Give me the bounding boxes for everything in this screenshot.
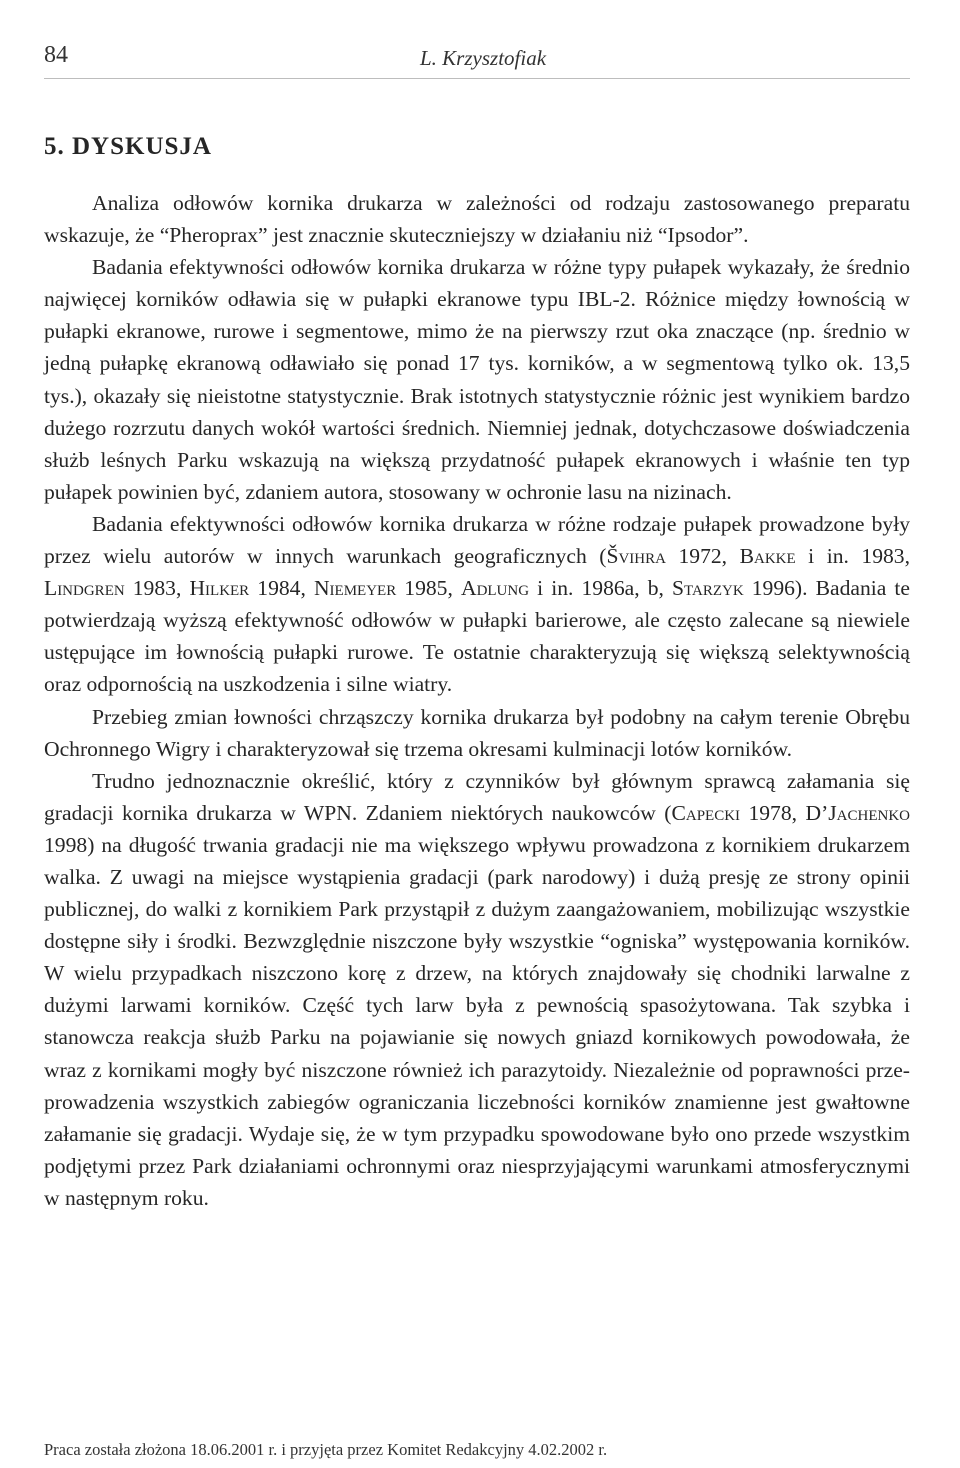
paragraph bbox=[44, 701, 910, 765]
paragraph-text: i in. 1986a, b, bbox=[529, 576, 673, 601]
paragraph-text: 1985, bbox=[396, 576, 461, 601]
paragraph-text: 1983, bbox=[124, 576, 190, 601]
paragraph bbox=[44, 187, 910, 251]
section-heading: 5. DYSKUSJA bbox=[44, 133, 212, 160]
paragraph-text: Badania efektywności odłowów kornika drukarza w różne typy pułapek wykazały, że średnio najwięcej korników odławia się w pułapki ekranowe typu IBL-2. Różnice między łownością w pułapki ekranowe, rurowe i segmentowe, mimo że na pierwszy rzut oka znaczące (np. średnio w jedną pułapkę ekranową odławiało się ponad 17 tys. korników, a w segmentową tylko ok. 13,5 tys.), okazały się nieistotne statystycznie. Brak istotnych statystycznie różnic jest wynikiem bardzo dużego rozrzutu danych wokół wartości średnich. Niemniej jednak, dotychczasowe doświadczenia służb leśnych Parku wskazują na większą przydatność pułapek ekranowych i właśnie ten typ pułapek powinien być, zdaniem autora, stosowany w ochronie lasu na nizinach. bbox=[44, 255, 910, 504]
paragraph bbox=[44, 508, 910, 701]
paragraph-text: i in. 1983, bbox=[795, 544, 910, 569]
paragraph-text: 1972, bbox=[665, 544, 740, 569]
paragraph-text: Analiza odłowów kornika drukarza w zależności od rodzaju zastosowanego preparatu wskazuje, że “Pheroprax” jest znacznie skuteczniejszy w działaniu niż “Ipsodor”. bbox=[44, 191, 910, 248]
cited-author: Švihra bbox=[606, 544, 666, 569]
paragraph-text: Przebieg zmian łowności chrząszczy kornika drukarza był podobny na całym terenie Obrębu Ochronnego Wigry i charakteryzował się trzema okresami kulminacji lotów korników. bbox=[44, 704, 910, 761]
cited-author: Niemeyer bbox=[313, 576, 397, 601]
paragraph-text: Trudno jednoznacznie określić, który z czynników był głównym sprawcą załamania się gradacji kornika drukarza w WPN. Zdaniem niektórych naukowców ( bbox=[44, 768, 910, 825]
cited-author: D’Jachenko bbox=[805, 800, 910, 825]
cited-author: Capecki bbox=[671, 800, 741, 825]
paragraph-text: 1984, bbox=[249, 576, 314, 601]
paragraph bbox=[44, 765, 910, 1214]
paragraph-text: 1978, bbox=[740, 800, 806, 825]
cited-author: Adlung bbox=[460, 576, 530, 601]
body-text bbox=[44, 187, 910, 1214]
page-number: 84 bbox=[44, 42, 68, 68]
cited-author: Lindgren bbox=[44, 576, 125, 601]
cited-author: Bakke bbox=[739, 544, 796, 569]
running-author: L. Krzysztofiak bbox=[420, 46, 547, 70]
running-head bbox=[44, 40, 910, 79]
submission-note: Praca została złożona 18.06.2001 r. i przyjęta przez Komitet Redakcyjny 4.02.2002 r. bbox=[44, 1440, 608, 1459]
paragraph-text: Badania efektywności odłowów kornika drukarza w różne rodzaje pułapek prowadzone były przez wielu autorów w innych warunkach geograficznych ( bbox=[44, 511, 910, 569]
paragraph-text: 1998) na długość trwania gradacji nie ma większego wpływu prowadzona z kornikiem drukarzem walka. Z uwagi na miejsce wystąpienia gradacji (park narodowy) i dużą presję ze strony opinii publicznej, do walki z kornikiem Park przystąpił z dużym zaangażowaniem, mobilizując wszystkie dostępne siły i środki. Bezwzględnie niszczone były wszystkie “ogniska” występowania korników. W wielu przypadkach niszczono korę z drzew, na których znajdowały się chodniki larwalne z dużymi larwami korników. Część tych larw była z pewnością spasożytowana. Tak szybka i stanowcza reakcja służb Parku na pojawianie się nowych gniazd kornikowych powodowała, że wraz z kornikami mogły być niszczone również ich parazytoidy. Niezależnie od poprawności przeprowadzenia wszystkich zabiegów ograniczania liczebności korników znamienne jest gwałtowne załamanie się gradacji. Wydaje się, że w tym przypadku spowodowane było ono przede wszystkim podjętymi przez Park działaniami ochronnymi oraz niesprzyjającymi warunkami atmosferycznymi w następnym roku. bbox=[44, 832, 910, 1210]
paragraph-text: 1996). Badania te potwierdzają wyższą efektywność odłowów w pułapki barierowe, ale często zalecane są niewiele ustępujące im łownością pułapki rurowe. Te ostatnie charakteryzują się większą selektywnością oraz odpornością na uszkodzenia i silne wiatry. bbox=[44, 576, 910, 697]
cited-author: Hilker bbox=[189, 576, 250, 601]
paragraph bbox=[44, 251, 910, 508]
page bbox=[44, 40, 910, 1214]
cited-author: Starzyk bbox=[672, 576, 744, 601]
